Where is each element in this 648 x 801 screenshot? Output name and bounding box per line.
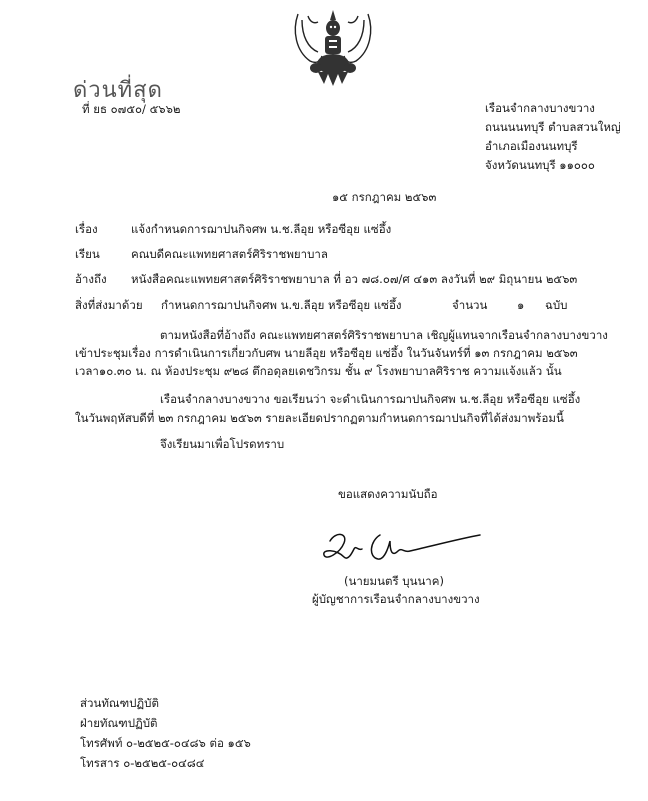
subject-label: เรื่อง bbox=[75, 222, 98, 236]
body-paragraph-line: ตามหนังสือที่อ้างถึง คณะแพทยศาสตร์ศิริราชพยาบาล เชิญผู้แทนจากเรือนจำกลางบางขวาง bbox=[160, 328, 608, 342]
addressee-label: เรียน bbox=[75, 247, 100, 261]
addressee-row bbox=[75, 247, 328, 261]
footer-fax: โทรสาร ๐-๒๕๒๕-๐๔๘๔ bbox=[80, 756, 205, 770]
footer-phone: โทรศัพท์ ๐-๒๕๒๕-๐๔๘๖ ต่อ ๑๕๖ bbox=[80, 736, 251, 750]
body-paragraph-line: เรือนจำกลางบางขวาง ขอเรียนว่า จะดำเนินการฌาปนกิจศพ น.ช.ลีอุย หรือซีอุย แซ่อึ้ง bbox=[160, 392, 581, 406]
sender-address-line: ถนนนนทบุรี ตำบลสวนใหญ่ bbox=[485, 120, 621, 134]
subject-text: แจ้งกำหนดการฌาปนกิจศพ น.ช.ลีอุย หรือซีอุย แซ่อึ้ง bbox=[131, 222, 392, 236]
signer-name: (นายมนตรี บุนนาค) bbox=[344, 574, 444, 588]
sender-address-line: เรือนจำกลางบางขวาง bbox=[485, 101, 595, 115]
garuda-emblem-icon bbox=[288, 6, 378, 88]
enclosure-qty: ๑ bbox=[517, 298, 525, 312]
enclosure-text: กำหนดการฌาปนกิจศพ น.ข.ลีอุย หรือซีอุย แซ่อึ้ง bbox=[161, 298, 402, 312]
sender-address-line: อำเภอเมืองนนทบุรี bbox=[485, 139, 578, 153]
reference-label: อ้างถึง bbox=[75, 272, 107, 286]
reference-number: ที่ ยธ ๐๗๕๐/ ๕๖๖๒ bbox=[82, 102, 181, 116]
enclosure-label: สิ่งที่ส่งมาด้วย bbox=[75, 298, 143, 312]
subject-row bbox=[75, 222, 391, 236]
urgency-stamp: ด่วนที่สุด bbox=[73, 78, 163, 103]
body-paragraph-line: เวลา๑๐.๓๐ น. ณ ห้องประชุม ๙๒๘ ตึกอดุลยเดชวิกรม ชั้น ๙ โรงพยาบาลศิริราช ความแจ้งแล้ว นั้น bbox=[75, 364, 562, 378]
footer-division: ส่วนทัณฑปฏิบัติ bbox=[80, 696, 159, 710]
sender-address-line: จังหวัดนนทบุรี ๑๑๐๐๐ bbox=[485, 158, 595, 172]
body-paragraph-line: เข้าประชุมเรื่อง การดำเนินการเกี่ยวกับศพ นายลีอุย หรือซีอุย แซ่อึ้ง ในวันจันทร์ที่ ๑๓ กรกฎาคม ๒๕๖๓ bbox=[75, 346, 578, 360]
reference-row bbox=[75, 272, 577, 286]
closing-paragraph: จึงเรียนมาเพื่อโปรดทราบ bbox=[160, 437, 285, 451]
enclosure-unit: ฉบับ bbox=[545, 298, 568, 312]
letter-date: ๑๕ กรกฎาคม ๒๕๖๓ bbox=[332, 190, 437, 204]
signature-icon bbox=[318, 527, 488, 567]
body-paragraph-line: ในวันพฤหัสบดีที่ ๒๓ กรกฎาคม ๒๕๖๓ รายละเอียดปรากฏตามกำหนดการฌาปนกิจที่ได้ส่งมาพร้อมนี้ bbox=[75, 411, 564, 425]
enclosure-qty-label: จำนวน bbox=[452, 298, 488, 312]
closing-salutation: ขอแสดงความนับถือ bbox=[338, 487, 438, 501]
signer-title: ผู้บัญชาการเรือนจำกลางบางขวาง bbox=[312, 592, 480, 606]
footer-section: ฝ่ายทัณฑปฏิบัติ bbox=[80, 716, 158, 730]
addressee-text: คณบดีคณะแพทยศาสตร์ศิริราชพยาบาล bbox=[131, 247, 328, 261]
reference-text: หนังสือคณะแพทยศาสตร์ศิริราชพยาบาล ที่ อว ๗๘.๐๗/ศ ๔๑๓ ลงวันที่ ๒๙ มิถุนายน ๒๕๖๓ bbox=[131, 272, 578, 286]
enclosure-row bbox=[75, 298, 402, 312]
